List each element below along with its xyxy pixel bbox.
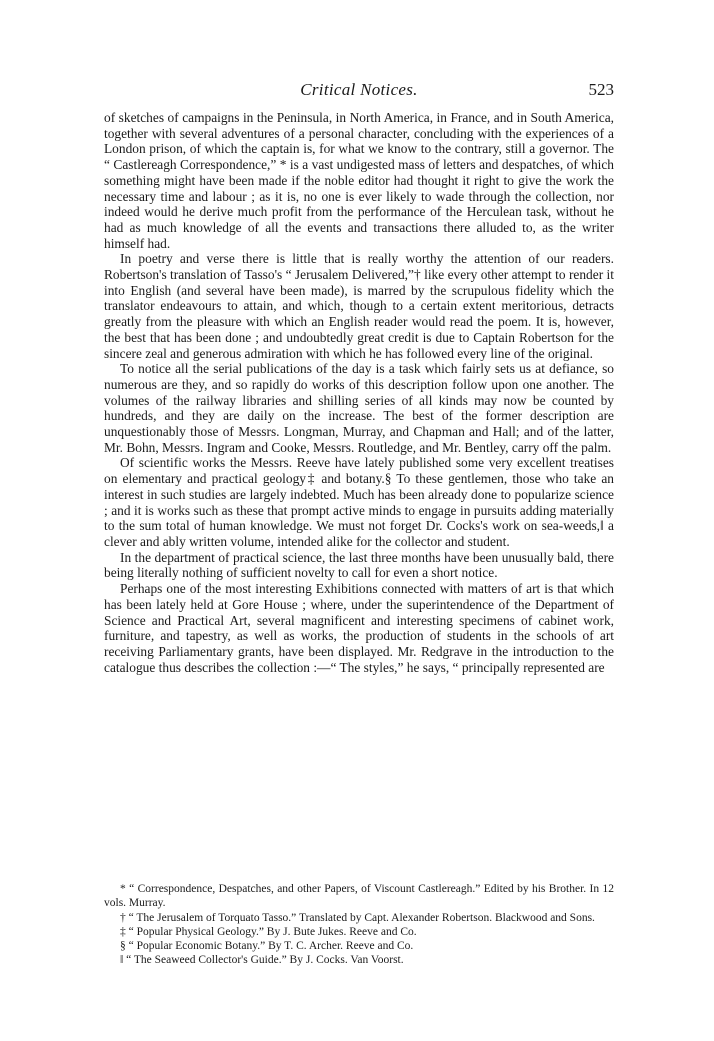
running-title: Critical Notices.	[300, 80, 418, 99]
paragraph: In poetry and verse there is little that is really worthy the attention of our readers. Robertson's translation of Tasso's “ Jerusalem Delivered,”† like every other attempt to render it into English (and several have been made), is marred by the scrupulous fidelity which the translator endeavours to attain, and which, though to a certain extent meritorious, detracts greatly from the pleasure with which an English reader would read the poem. It is, however, the best that has been done ; and undoubtedly great credit is due to Captain Robertson for the sincere zeal and generous admiration with which he has followed every line of the original.	[104, 251, 614, 361]
paragraph: of sketches of campaigns in the Peninsula, in North America, in France, and in South America, together with several adventures of a personal character, concluding with the experiences of a London prison, of which the captain is, for what we know to the contrary, still a governor. The “ Castlereagh Correspondence,” * is a vast undigested mass of letters and despatches, of which something might have been made if the noble editor had thought it right to give the work the necessary time and labour ; as it is, no one is ever likely to wade through the collection, nor indeed would he derive much profit from the performance of the Herculean task, without he had as much knowledge of all the events and transactions there alluded to, as the writer himself had.	[104, 110, 614, 251]
paragraph: Perhaps one of the most interesting Exhibitions connected with matters of art is that which has been lately held at Gore House ; where, under the superintendence of the Department of Science and Practical Art, several magnificent and interesting specimens of cabinet work, furniture, and tapestry, as well as works, the production of students in the schools of art receiving Parliamentary grants, have been displayed. Mr. Redgrave in the introduction to the catalogue thus describes the collection :—“ The styles,” he says, “ principally represented are	[104, 581, 614, 675]
footnote: * “ Correspondence, Despatches, and other Papers, of Viscount Castlereagh.” Edited by his Brother. In 12 vols. Murray.	[104, 883, 614, 910]
paragraph: In the department of practical science, the last three months have been unusually bald, there being literally nothing of sufficient novelty to call for even a short notice.	[104, 549, 614, 581]
article-body	[104, 110, 614, 675]
footnote: ‡ “ Popular Physical Geology.” By J. Bute Jukes. Reeve and Co.	[120, 925, 417, 938]
footnote: § “ Popular Economic Botany.” By T. C. Archer. Reeve and Co.	[120, 940, 414, 953]
footnote: † “ The Jerusalem of Torquato Tasso.” Translated by Capt. Alexander Robertson. Blackwood and Sons.	[120, 911, 595, 924]
page-number: 523	[588, 80, 614, 99]
paragraph: Of scientific works the Messrs. Reeve have lately published some very excellent treatises on elementary and practical geology‡ and botany.§ To these gentlemen, those who take an interest in such studies are largely indebted. Much has been already done to popularize science ; and it is works such as these that prompt active minds to engage in pursuits adding materially to the sum total of human knowledge. We must not forget Dr. Cocks's work on sea-weeds,‖ a clever and ably written volume, intended alike for the collector and student.	[104, 455, 614, 549]
running-header	[104, 80, 614, 102]
footnotes	[104, 882, 614, 968]
footnote: ‖ “ The Seaweed Collector's Guide.” By J. Cocks. Van Voorst.	[120, 954, 404, 967]
paragraph: To notice all the serial publications of the day is a task which fairly sets us at defiance, so numerous are they, and so rapidly do works of this description follow upon one another. The volumes of the railway libraries and shilling series of all kinds may now be counted by hundreds, and they are daily on the increase. The best of the former description are unquestionably those of Messrs. Longman, Murray, and Chapman and Hall; and of the latter, Mr. Bohn, Messrs. Ingram and Cooke, Messrs. Routledge, and Mr. Bentley, carry off the palm.	[104, 361, 614, 455]
